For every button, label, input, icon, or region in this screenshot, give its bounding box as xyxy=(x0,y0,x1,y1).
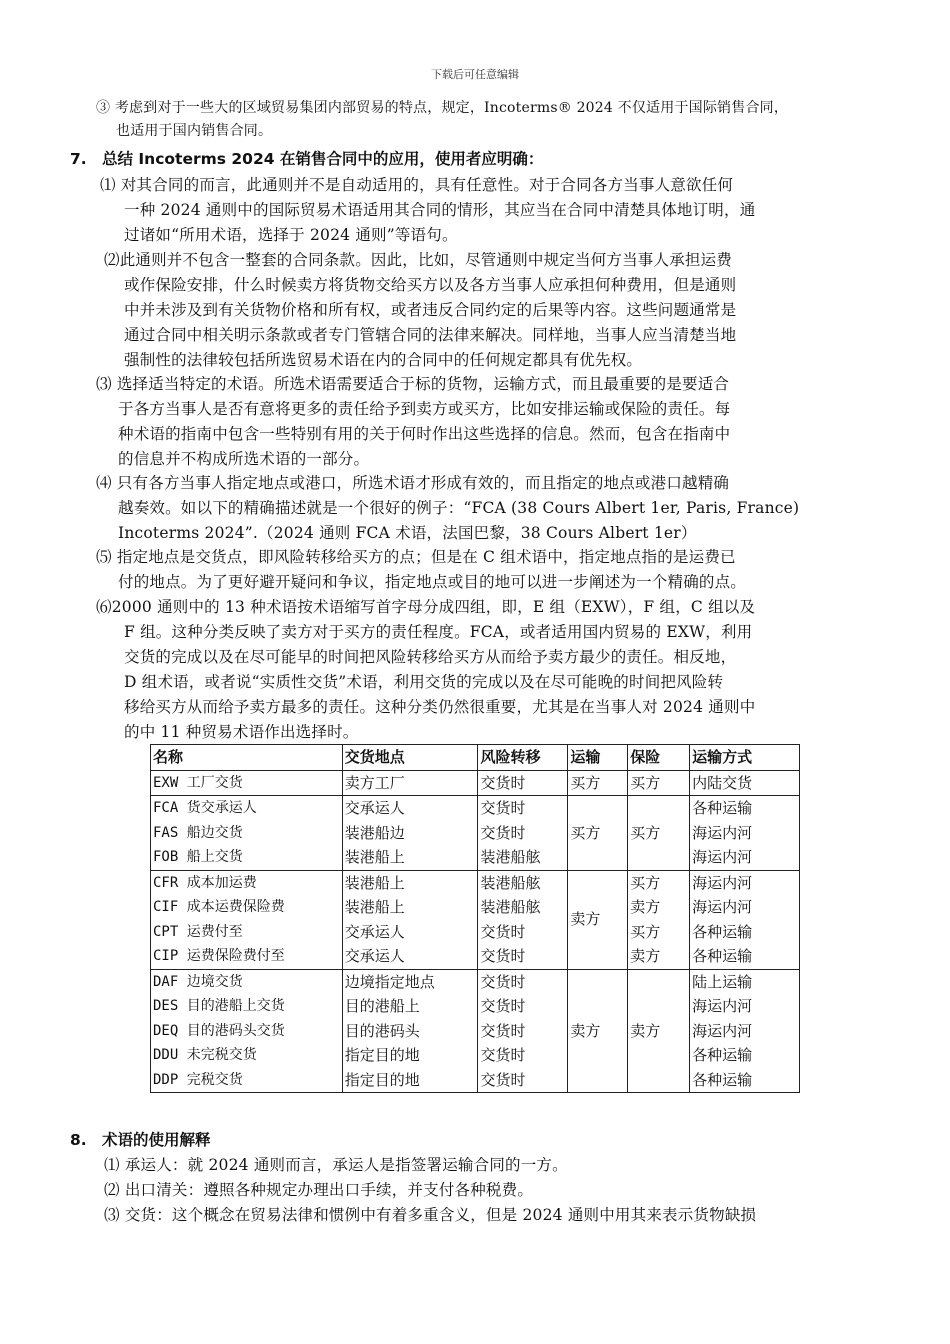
item-line: 的中 11 种贸易术语作出选择时。 xyxy=(124,723,359,741)
transport-cell: 卖方 xyxy=(568,969,628,1093)
item-line: 通过合同中相关明示条款或者专门管辖合同的法律来解决。同样地，当事人应当清楚当地 xyxy=(124,326,737,344)
section7-item-3 xyxy=(96,372,896,472)
section8-items xyxy=(104,1153,904,1228)
term-name: FCA 货交承运人 xyxy=(153,800,257,816)
insurance-party: 卖方 xyxy=(630,947,661,965)
insurance-party: 买方 xyxy=(630,873,661,892)
section7-item-5 xyxy=(96,545,896,595)
insurance-cell: 买方 xyxy=(628,770,690,796)
transport-cell: 买方 xyxy=(568,770,628,796)
delivery-place: 目的港码头 xyxy=(344,1021,420,1040)
item-line: 付的地点。为了更好避开疑问和争议，指定地点或目的地可以进一步阐述为一个精确的点。 xyxy=(118,573,747,591)
definition-item: ⑴ 承运人：就 2024 通则而言，承运人是指签署运输合同的一方。 xyxy=(104,1156,568,1174)
item-line: ⑵此通则并不包含一整套的合同条款。因此，比如，尽管通则中规定当何方当事人承担运费 xyxy=(104,251,733,269)
delivery-place: 指定目的地 xyxy=(344,1046,420,1064)
term-name: CIF 成本运费保险费 xyxy=(153,899,285,915)
delivery-place: 装港船上 xyxy=(344,873,405,892)
risk-transfer: 交货时 xyxy=(480,997,526,1015)
delivery-place-cell xyxy=(342,796,478,871)
page-header: 下载后可任意编辑 xyxy=(431,68,519,81)
item-line: 种术语的指南中包含一些特别有用的关于何时作出这些选择的信息。然而，包含在指南中 xyxy=(118,425,731,443)
col-header-mode: 运输方式 xyxy=(690,745,800,771)
intro-line: 也适用于国内销售合同。 xyxy=(116,123,273,139)
item-line: D 组术语，或者说“实质性交货”术语，利用交货的完成以及在尽可能晚的时间把风险转 xyxy=(124,673,724,691)
transport-mode: 各种运输 xyxy=(692,1070,753,1089)
delivery-place: 装港船上 xyxy=(344,848,405,866)
transport-mode: 海运内河 xyxy=(692,898,753,916)
term-name: EXW 工厂交货 xyxy=(153,774,243,791)
term-name: FOB 船上交货 xyxy=(153,849,243,865)
risk-transfer-cell xyxy=(478,969,568,1093)
risk-transfer: 装港船舷 xyxy=(480,848,541,866)
transport-mode: 各种运输 xyxy=(692,922,753,941)
risk-transfer: 交货时 xyxy=(480,823,526,842)
item-line: Incoterms 2024”.（2024 通则 FCA 术语，法国巴黎，38 Cours Albert 1er） xyxy=(118,524,697,542)
delivery-place: 装港船上 xyxy=(344,898,405,916)
transport-mode: 海运内河 xyxy=(692,848,753,866)
transport-mode: 内陆交货 xyxy=(692,773,753,792)
item-line: ⑸ 指定地点是交货点，即风险转移给买方的点；但是在 C 组术语中，指定地点指的是运费已 xyxy=(96,548,736,566)
delivery-place: 交承运人 xyxy=(344,922,405,941)
table-row-group-c xyxy=(151,870,800,969)
term-name: DDP 完税交货 xyxy=(153,1071,243,1088)
delivery-place-cell xyxy=(342,870,478,969)
risk-transfer: 交货时 xyxy=(480,947,526,965)
risk-transfer: 交货时 xyxy=(480,972,526,991)
table-row-group-f xyxy=(151,796,800,871)
section8-title: 术语的使用解释 xyxy=(102,1131,211,1149)
risk-transfer: 交货时 xyxy=(480,922,526,941)
transport-mode: 各种运输 xyxy=(692,1046,753,1064)
section7-title: 总结 Incoterms 2024 在销售合同中的应用，使用者应明确： xyxy=(102,150,544,168)
item-line: 越奏效。如以下的精确描述就是一个很好的例子：“FCA (38 Cours Albert 1er, Paris, France) xyxy=(118,499,800,517)
transport-mode-cell xyxy=(690,796,800,871)
term-names-cell xyxy=(151,770,343,796)
item-line: 强制性的法律较包括所选贸易术语在内的合同中的任何规定都具有优先权。 xyxy=(124,351,643,369)
item-line: 于各方当事人是否有意将更多的责任给予到卖方或买方，比如安排运输或保险的责任。每 xyxy=(118,400,731,418)
item-line: 移给买方从而给予卖方最多的责任。这种分类仍然很重要，尤其是在当事人对 2024 通则中 xyxy=(124,698,756,716)
item-line: ⑶ 选择适当特定的术语。所选术语需要适合于标的货物，运输方式，而且最重要的是要适合 xyxy=(96,375,730,393)
term-name: DDU 未完税交货 xyxy=(153,1047,257,1063)
insurance-cell: 卖方 xyxy=(628,969,690,1093)
section7-item-2 xyxy=(104,248,894,373)
section7-item-6 xyxy=(96,595,896,745)
term-name: DES 目的港船上交货 xyxy=(153,998,285,1014)
transport-mode: 海运内河 xyxy=(692,997,753,1015)
risk-transfer-cell xyxy=(478,770,568,796)
transport-mode-cell xyxy=(690,870,800,969)
item-line: 的信息并不构成所选术语的一部分。 xyxy=(118,450,370,468)
term-names-cell xyxy=(151,969,343,1093)
risk-transfer-cell xyxy=(478,796,568,871)
term-name: CPT 运费付至 xyxy=(153,923,243,940)
intro-paragraph xyxy=(96,97,896,143)
risk-transfer: 交货时 xyxy=(480,799,526,817)
delivery-place: 指定目的地 xyxy=(344,1070,420,1089)
insurance-party: 卖方 xyxy=(630,898,661,916)
delivery-place-cell xyxy=(342,770,478,796)
transport-mode: 海运内河 xyxy=(692,1021,753,1040)
delivery-place: 目的港船上 xyxy=(344,997,420,1015)
col-header-place: 交货地点 xyxy=(342,745,478,771)
definition-item: ⑵ 出口清关：遵照各种规定办理出口手续，并支付各种税费。 xyxy=(104,1181,534,1199)
insurance-party: 买方 xyxy=(630,922,661,941)
item-line: 一种 2024 通则中的国际贸易术语适用其合同的情形，其应当在合同中清楚具体地订明，通 xyxy=(124,201,756,219)
transport-cell: 买方 xyxy=(568,796,628,871)
term-names-cell xyxy=(151,796,343,871)
item-line: 或作保险安排，什么时候卖方将货物交给买方以及各方当事人应承担何种费用，但是通则 xyxy=(124,276,737,294)
risk-transfer: 交货时 xyxy=(480,1070,526,1089)
section7-number: 7. xyxy=(70,150,87,168)
transport-mode-cell xyxy=(690,770,800,796)
delivery-place-cell xyxy=(342,969,478,1093)
col-header-insurance: 保险 xyxy=(628,745,690,771)
insurance-cell: 买方 xyxy=(628,796,690,871)
term-names-cell xyxy=(151,870,343,969)
delivery-place: 装港船边 xyxy=(344,823,405,842)
item-line: F 组。这种分类反映了卖方对于买方的责任程度。FCA，或者适用国内贸易的 EXW，利用 xyxy=(124,623,753,641)
intro-line: ③ 考虑到对于一些大的区域贸易集团内部贸易的特点，规定，Incoterms® 2024 不仅适用于国际销售合同， xyxy=(96,100,789,116)
item-line: 中并未涉及到有关货物价格和所有权，或者违反合同约定的后果等内容。这些问题通常是 xyxy=(124,301,737,319)
risk-transfer-cell xyxy=(478,870,568,969)
risk-transfer: 交货时 xyxy=(480,1021,526,1040)
transport-mode: 各种运输 xyxy=(692,947,753,965)
col-header-name: 名称 xyxy=(151,745,343,771)
risk-transfer: 装港船舷 xyxy=(480,898,541,916)
section8-number: 8. xyxy=(70,1131,87,1149)
transport-mode: 陆上运输 xyxy=(692,972,753,991)
insurance-cell xyxy=(628,870,690,969)
incoterms-table xyxy=(150,744,800,1093)
delivery-place: 交承运人 xyxy=(344,947,405,965)
table-row-group-e xyxy=(151,770,800,796)
transport-mode: 海运内河 xyxy=(692,823,753,842)
delivery-place: 交承运人 xyxy=(344,799,405,817)
risk-transfer: 装港船舷 xyxy=(480,873,541,892)
item-line: ⑴ 对其合同的而言，此通则并不是自动适用的，具有任意性。对于合同各方当事人意欲任何 xyxy=(100,176,734,194)
section7-item-1 xyxy=(100,173,890,248)
item-line: ⑹2000 通则中的 13 种术语按术语缩写首字母分成四组，即，E 组（EXW），F 组，C 组以及 xyxy=(96,598,756,616)
term-name: DEQ 目的港码头交货 xyxy=(153,1022,285,1039)
term-name: DAF 边境交货 xyxy=(153,973,243,990)
delivery-place: 边境指定地点 xyxy=(344,972,435,991)
transport-mode: 各种运输 xyxy=(692,799,753,817)
risk-transfer: 交货时 xyxy=(480,773,526,792)
col-header-transport: 运输 xyxy=(568,745,628,771)
table-row-group-d xyxy=(151,969,800,1093)
risk-transfer: 交货时 xyxy=(480,1046,526,1064)
item-line: 交货的完成以及在尽可能早的时间把风险转移给买方从而给予卖方最少的责任。相反地， xyxy=(124,648,737,666)
term-name: CFR 成本加运费 xyxy=(153,874,257,891)
item-line: 过诸如“所用术语，选择于 2024 通则”等语句。 xyxy=(124,226,458,244)
delivery-place: 卖方工厂 xyxy=(344,773,405,792)
term-name: CIP 运费保险费付至 xyxy=(153,948,285,964)
section7-item-4 xyxy=(96,471,896,546)
term-name: FAS 船边交货 xyxy=(153,824,243,841)
transport-mode: 海运内河 xyxy=(692,873,753,892)
item-line: ⑷ 只有各方当事人指定地点或港口，所选术语才形成有效的，而且指定的地点或港口越精确 xyxy=(96,474,730,492)
definition-item: ⑶ 交货：这个概念在贸易法律和惯例中有着多重含义，但是 2024 通则中用其来表示货物缺损 xyxy=(104,1206,757,1224)
col-header-risk: 风险转移 xyxy=(478,745,568,771)
table-header-row xyxy=(151,745,800,771)
transport-mode-cell xyxy=(690,969,800,1093)
transport-cell: 卖方 xyxy=(568,870,628,969)
